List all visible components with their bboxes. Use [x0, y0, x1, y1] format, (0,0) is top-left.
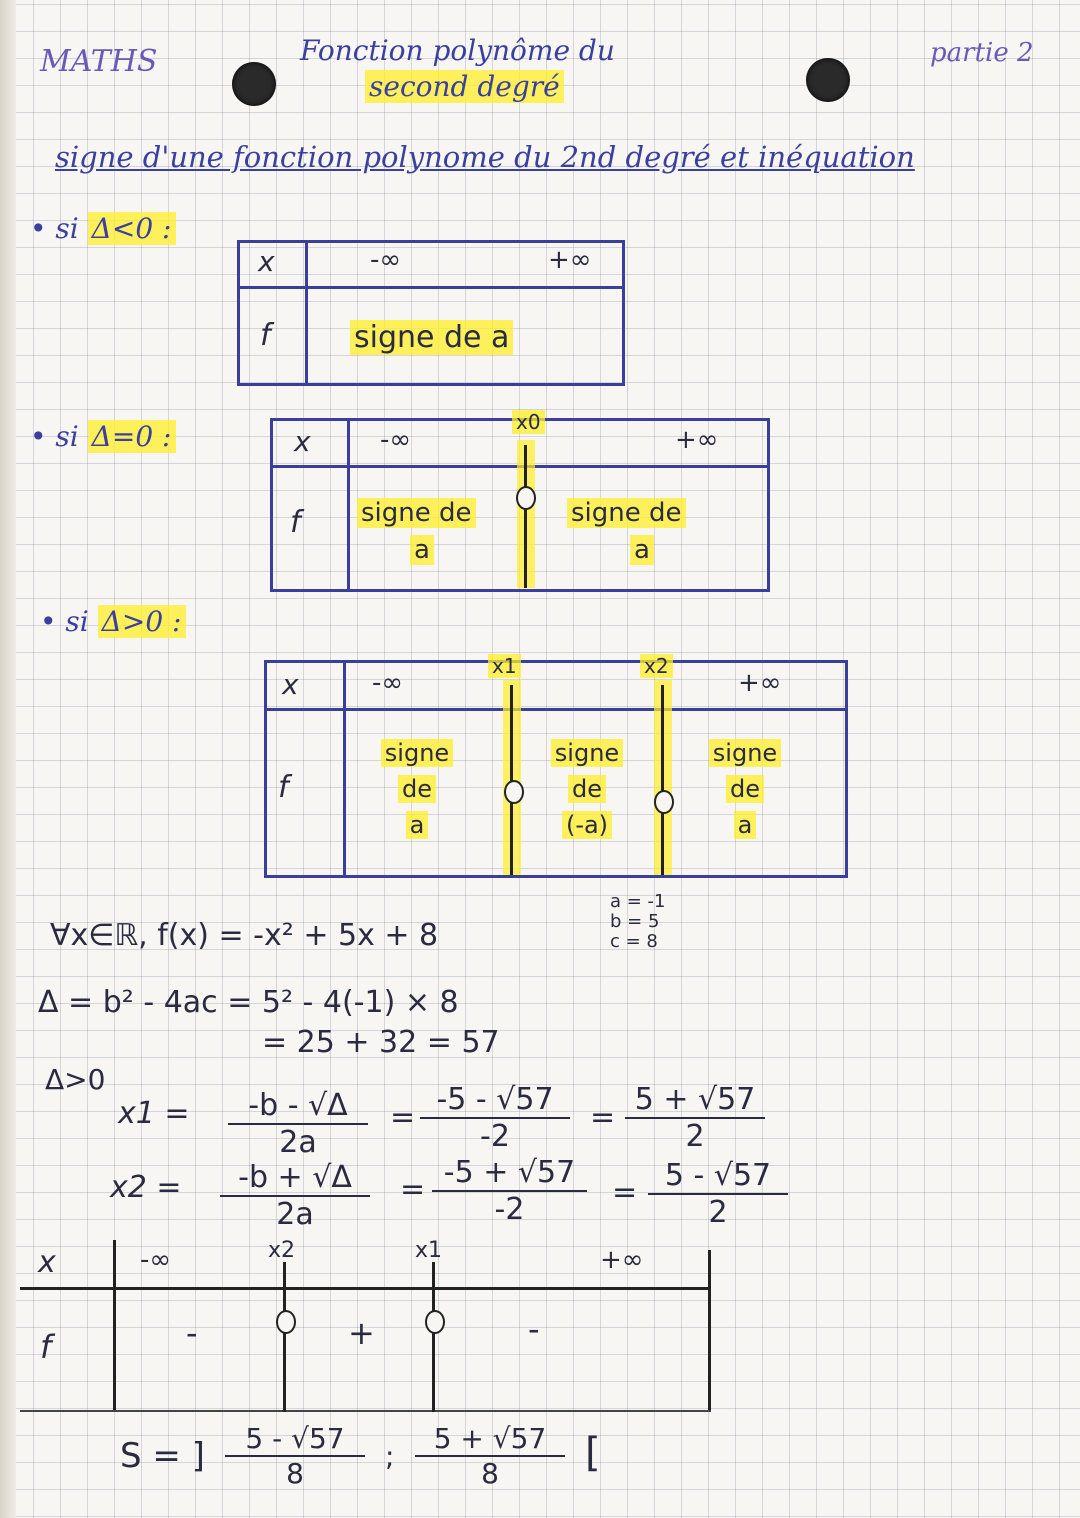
delta-result: = 25 + 32 = 57: [262, 1025, 500, 1060]
x1-equals-1: =: [390, 1100, 416, 1135]
example-table-separator: [113, 1240, 116, 1410]
table1-x-header: x: [258, 245, 275, 278]
case3-heading: • si Δ>0 :: [40, 605, 186, 638]
example-x-header: x: [38, 1245, 56, 1280]
example-sign-2: +: [348, 1314, 375, 1352]
example-table-bottom: [20, 1410, 711, 1412]
x1-simplified: $\frac{5 + √57}{2}$: [625, 1082, 765, 1154]
table3-x-header: x: [282, 668, 299, 701]
table3-x1-label: x1: [488, 654, 521, 678]
x2-equals-2: =: [612, 1175, 638, 1210]
table3-minus-infinity: -∞: [372, 668, 404, 698]
table1-minus-infinity: -∞: [370, 245, 402, 275]
x2-label: x2 =: [110, 1170, 182, 1205]
example-root-line-x1: [432, 1262, 435, 1412]
x1-label: x1 =: [118, 1096, 190, 1131]
example-root-line-x2: [283, 1262, 286, 1412]
table2-left-sign-a: a: [410, 535, 434, 565]
table3-sign-1: signe de a: [362, 735, 472, 843]
table2-f-header: f: [290, 505, 301, 540]
example-sign-1: -: [186, 1314, 198, 1352]
example-minus-infinity: -∞: [140, 1245, 172, 1275]
table1-sign: signe de a: [350, 320, 513, 355]
x1-substituted: $\frac{-5 - √57}{-2}$: [420, 1082, 570, 1154]
punch-hole-left: [232, 62, 276, 106]
example-sign-3: -: [528, 1310, 540, 1348]
table2-left-sign: signe de: [357, 498, 476, 528]
example-plus-infinity: +∞: [600, 1245, 644, 1275]
solution-separator: ;: [385, 1440, 395, 1473]
table1-row-line: [237, 286, 622, 289]
example-definition: ∀x∈ℝ, f(x) = -x² + 5x + 8: [50, 918, 439, 953]
solution-upper-bound: $\frac{5 + √57}{8}$: [415, 1422, 565, 1490]
example-table-right-edge: [708, 1250, 711, 1410]
solution-prefix: S = ]: [120, 1436, 205, 1476]
table2-x-header: x: [294, 425, 311, 458]
case1-heading: • si Δ<0 :: [30, 212, 176, 245]
punch-hole-right: [806, 58, 850, 102]
table3-f-header: f: [278, 770, 289, 805]
table1-separator: [305, 240, 308, 383]
table3-row-line: [264, 708, 845, 711]
table2-separator: [347, 418, 350, 589]
table2-x0-label: x0: [512, 410, 545, 434]
example-zero-x1: [425, 1310, 445, 1334]
x1-equals-2: =: [590, 1100, 616, 1135]
example-zero-x2: [276, 1310, 296, 1334]
table2-root-line: [524, 445, 527, 588]
table2-minus-infinity: -∞: [380, 425, 412, 455]
table3-x2-label: x2: [640, 654, 673, 678]
table3-zero-mark-2: [654, 790, 674, 814]
example-x2-label: x2: [268, 1238, 296, 1263]
x1-formula: $\frac{-b - √\Delta}{2a}$: [228, 1088, 368, 1160]
x2-formula: $\frac{-b + √\Delta}{2a}$: [220, 1160, 370, 1232]
example-table-row-line: [20, 1287, 710, 1290]
delta-computation: Δ = b² - 4ac = 5² - 4(-1) × 8: [38, 985, 459, 1020]
table3-separator: [343, 660, 346, 875]
table1-plus-infinity: +∞: [548, 245, 592, 275]
section-title: signe d'une fonction polynome du 2nd degré et inéquation: [55, 140, 915, 174]
table3-sign-3: signe de a: [690, 735, 800, 843]
table3-sign-2: signe de (-a): [532, 735, 642, 843]
table2-plus-infinity: +∞: [675, 425, 719, 455]
table2-right-sign-a: a: [630, 535, 654, 565]
table2-zero-mark: [516, 486, 536, 510]
case2-heading: • si Δ=0 :: [30, 420, 176, 453]
example-f-header: f: [40, 1328, 52, 1366]
chapter-title-line2: second degré: [365, 70, 564, 103]
page-edge: [0, 0, 16, 1518]
chapter-title-line1: Fonction polynôme du: [300, 34, 615, 67]
x2-simplified: $\frac{5 - √57}{2}$: [648, 1158, 788, 1230]
table3-zero-mark-1: [504, 780, 524, 804]
table3-plus-infinity: +∞: [738, 668, 782, 698]
x2-equals-1: =: [400, 1172, 426, 1207]
part-label: partie 2: [930, 38, 1034, 68]
example-x1-label: x1: [415, 1238, 443, 1263]
delta-sign: Δ>0: [45, 1063, 106, 1096]
subject-title: MATHS: [40, 44, 158, 79]
table2-right-sign: signe de: [567, 498, 686, 528]
solution-suffix: [: [585, 1430, 601, 1476]
example-coefficients: a = -1 b = 5 c = 8: [610, 891, 666, 952]
table3-root-line-2: [661, 685, 664, 875]
table1-f-header: f: [260, 318, 271, 353]
x2-substituted: $\frac{-5 + √57}{-2}$: [432, 1155, 587, 1227]
solution-lower-bound: $\frac{5 - √57}{8}$: [225, 1422, 365, 1490]
